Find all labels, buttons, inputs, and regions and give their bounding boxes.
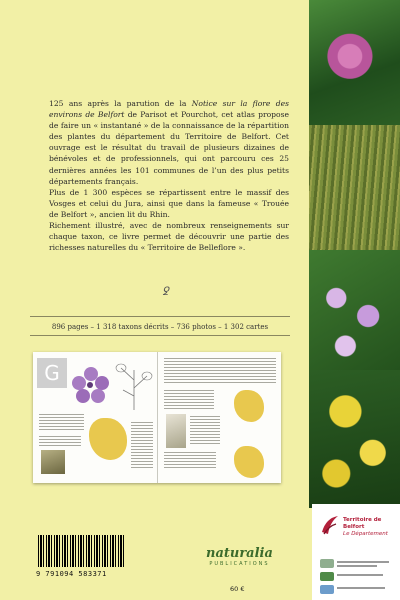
photo-reeds [309, 125, 400, 250]
plant-photo [166, 414, 186, 448]
partner-text-line [337, 565, 377, 567]
text-block [190, 416, 220, 446]
publisher-logo [206, 546, 273, 567]
partner-logo-icon [320, 559, 334, 568]
section-letter: G [37, 358, 67, 388]
distribution-map [234, 390, 264, 422]
isbn-number: 9 791094 583371 [36, 570, 107, 578]
divider-top [30, 316, 290, 317]
text-block [131, 422, 153, 470]
partner-text-line [337, 574, 383, 576]
publisher-subtitle: PUBLICATIONS [209, 561, 270, 567]
paragraph-1-end: de Parisot et Pourchot, cet atlas propose de faire un « instantané » de la connaissance de la répartition des plantes du département du Territoire de Belfort. Cet ouvrage est le résultat du travail de plusieurs dizaines de bénévoles et de professionnels, qui ont parcouru ces 25 dernières années les 101 communes de l’un des plus petits départements français. [49, 110, 289, 186]
spread-left-page [33, 352, 158, 483]
partner-logos [312, 552, 400, 600]
partner-logo-icon [320, 572, 334, 581]
plant-photo [41, 450, 65, 474]
notice-title: Notice sur la flore des environs de Belfort [49, 99, 289, 120]
description-text [49, 98, 289, 253]
leaf-drawing [115, 360, 153, 412]
paragraph-2: Plus de 1 300 espèces se répartissent entre le massif des Vosges et celui du Jura, ainsi que dans la fameuse « Trouée de Belfort », ancien lit du Rhin. [49, 187, 289, 219]
book-stats: 896 pages – 1 318 taxons décrits – 736 photos – 1 302 cartes [51, 323, 269, 331]
paragraph-1 [49, 98, 289, 187]
photo-lily [309, 0, 400, 125]
text-block [164, 358, 276, 384]
department-subtitle: Le Département [343, 531, 388, 537]
text-block [39, 414, 84, 430]
geranium-illustration [71, 366, 111, 406]
partner-logo-icon [320, 585, 334, 594]
photo-geranium [309, 250, 400, 370]
department-name: Territoire de Belfort [343, 517, 382, 530]
spread-right-page [158, 352, 282, 483]
text-block [164, 452, 216, 468]
partner-text-line [337, 587, 385, 589]
distribution-map [89, 418, 127, 460]
book-spread-preview [33, 352, 281, 483]
distribution-map [234, 446, 264, 478]
department-logo-box [312, 504, 400, 552]
text-block [164, 390, 214, 410]
department-title [343, 517, 400, 538]
photo-yellow-flowers [309, 370, 400, 508]
department-emblem-icon [320, 514, 340, 536]
publisher-name: naturalia [206, 546, 273, 561]
barcode [38, 535, 124, 567]
paragraph-3: Richement illustré, avec de nombreux renseignements sur chaque taxon, ce livre permet de découvrir une partie des richesses naturelles du « Territoire de Belleflore ». [49, 221, 289, 253]
text-block [39, 436, 81, 446]
divider-bottom [30, 335, 290, 336]
price: 60 € [230, 585, 245, 593]
signature-mark: ꝿ [162, 285, 169, 298]
partner-text-line [337, 561, 389, 563]
photo-strip [309, 0, 400, 508]
paragraph-1-start: 125 ans après la parution de la [49, 99, 192, 108]
